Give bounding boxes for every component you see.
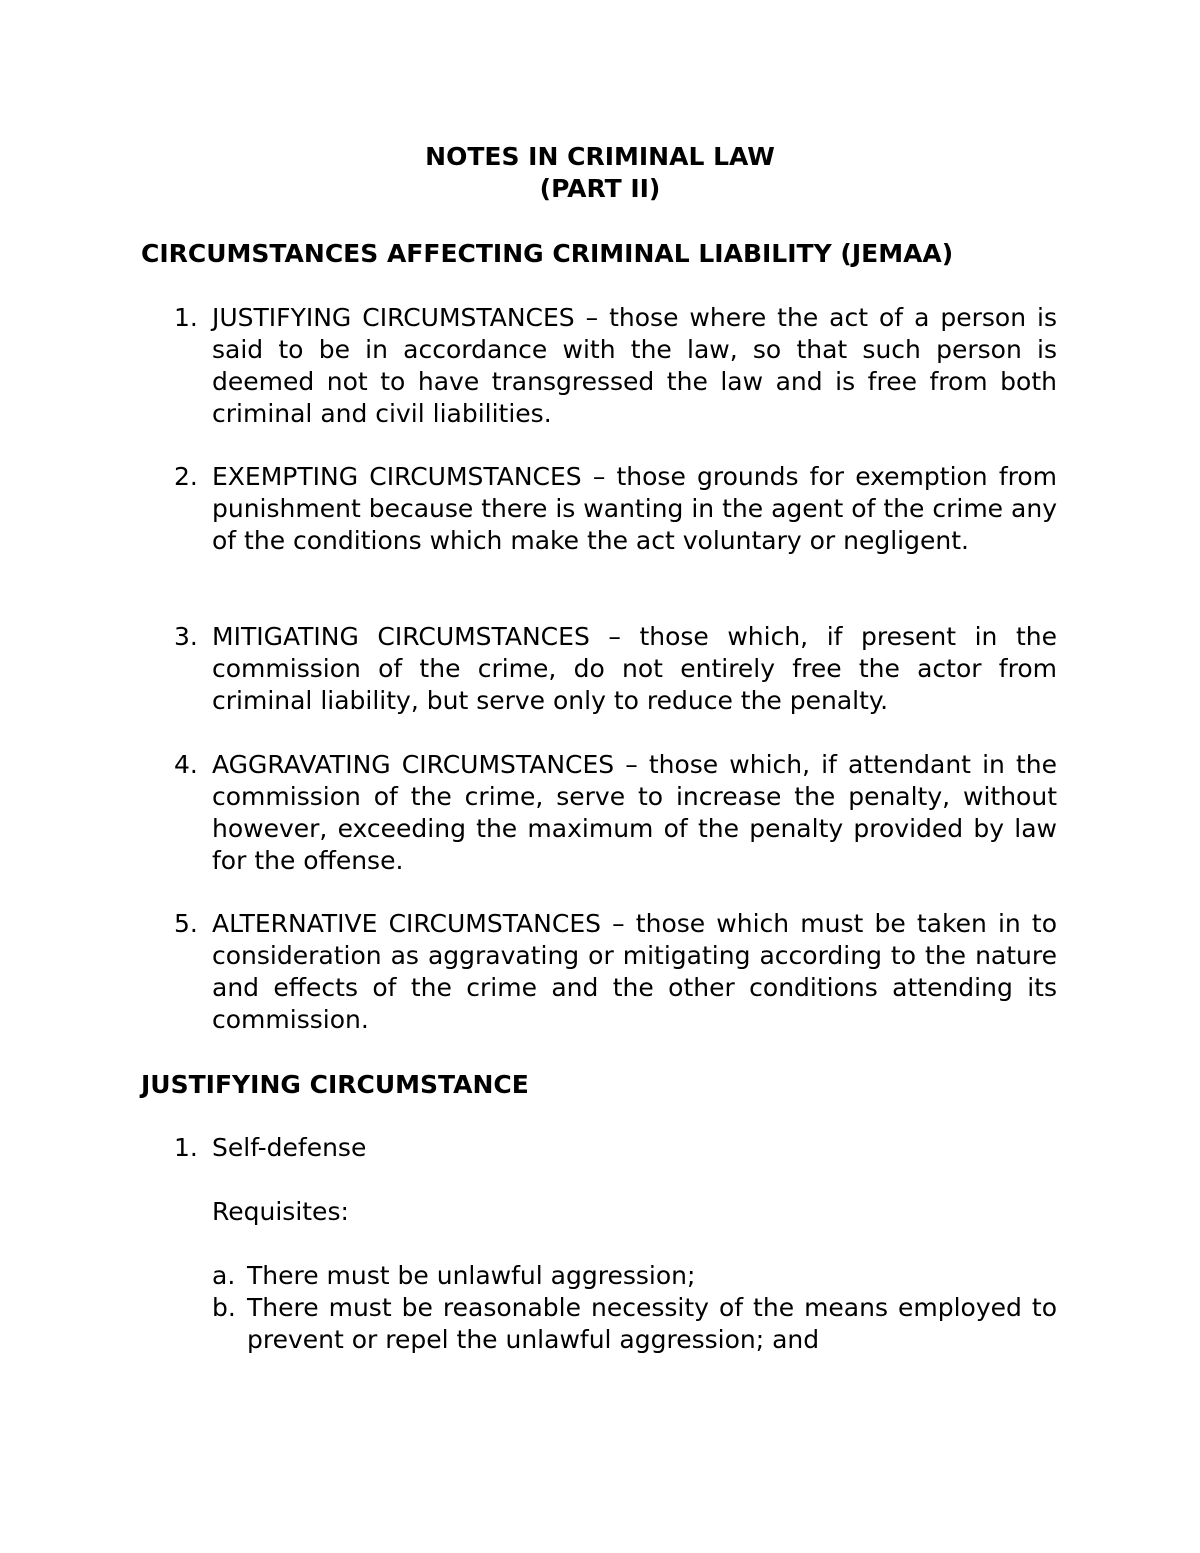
list-item-number: 1. — [174, 303, 198, 332]
section-heading-circumstances: CIRCUMSTANCES AFFECTING CRIMINAL LIABILITY (JEMAA) — [141, 239, 954, 268]
document-title: NOTES IN CRIMINAL LAW — [425, 142, 775, 171]
list-item-number: 2. — [174, 462, 198, 491]
list-item-text: AGGRAVATING CIRCUMSTANCES – those which, if attendant in the commission of the crime, serve to increase the penalty, without however, exceeding the maximum of the penalty provided by law for the offense. — [212, 750, 1057, 875]
requisite-text: There must be reasonable necessity of the means employed to prevent or repel the unlawful aggression; and — [247, 1293, 1057, 1354]
requisite-item — [212, 1292, 1057, 1356]
section-heading-justifying: JUSTIFYING CIRCUMSTANCE — [141, 1070, 529, 1099]
list-item — [141, 749, 1057, 877]
requisite-text: There must be unlawful aggression; — [247, 1261, 696, 1290]
list-item-number: 1. — [174, 1133, 198, 1162]
list-item-number: 5. — [174, 909, 198, 938]
requisite-item — [212, 1260, 1057, 1292]
requisites-list — [212, 1260, 1057, 1356]
requisites-label: Requisites: — [212, 1197, 349, 1226]
list-item-number: 4. — [174, 750, 198, 779]
list-item — [141, 908, 1057, 1036]
list-item-number: 3. — [174, 622, 198, 651]
list-item — [141, 621, 1057, 717]
list-item-text: JUSTIFYING CIRCUMSTANCES – those where the act of a person is said to be in accordance with the law, so that such person is deemed not to have transgressed the law and is free from both criminal and civil liabilities. — [212, 303, 1057, 428]
list-item-text: MITIGATING CIRCUMSTANCES – those which, if present in the commission of the crime, do not entirely free the actor from criminal liability, but serve only to reduce the penalty. — [212, 622, 1057, 715]
requisite-letter: a. — [212, 1261, 236, 1290]
list-item-text: ALTERNATIVE CIRCUMSTANCES – those which must be taken in to consideration as aggravating or mitigating according to the nature and effects of the crime and the other conditions attending its commission. — [212, 909, 1057, 1034]
list-item-text: Self-defense — [212, 1133, 367, 1162]
document-subtitle: (PART II) — [539, 174, 661, 203]
requisite-letter: b. — [212, 1293, 236, 1322]
list-item — [141, 461, 1057, 557]
list-item-text: EXEMPTING CIRCUMSTANCES – those grounds for exemption from punishment because there is wanting in the agent of the crime any of the conditions which make the act voluntary or negligent. — [212, 462, 1057, 555]
list-item — [141, 302, 1057, 430]
